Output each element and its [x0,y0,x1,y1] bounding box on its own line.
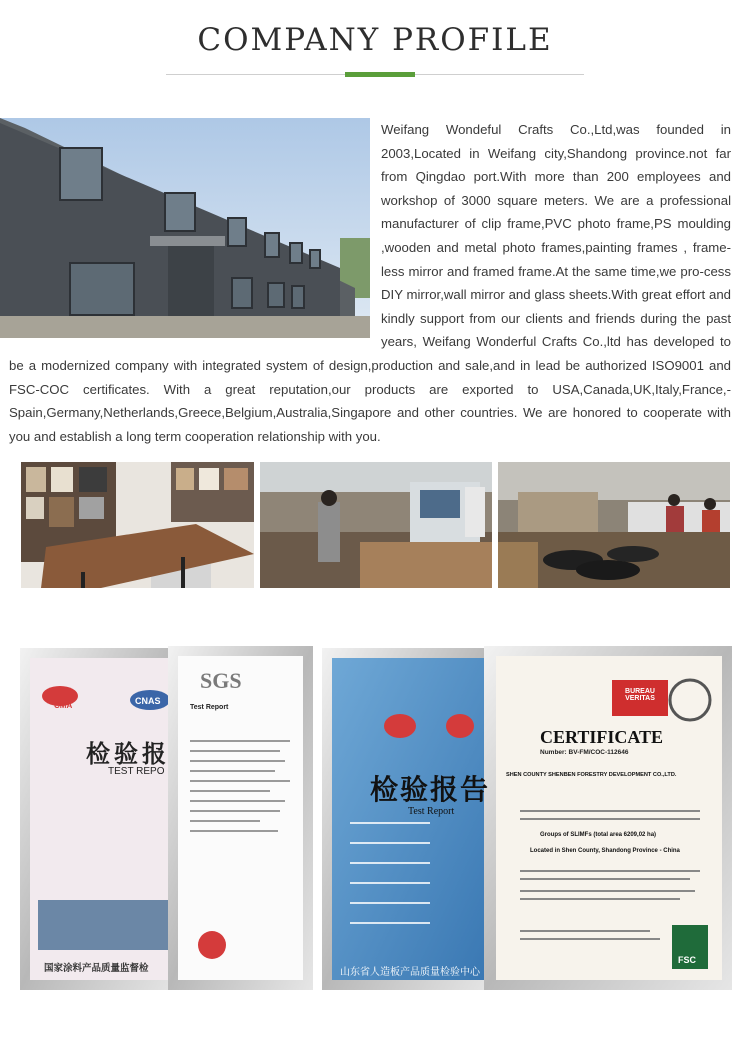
page-title: COMPANY PROFILE [197,22,553,58]
workshop-machine-photo [260,462,492,588]
bureau-veritas-fsc-certificate [484,646,732,990]
cert4-number: Number: BV-FM/COC-112646 [540,749,629,756]
cert3-subheading: Test Report [408,806,455,817]
cert1-subheading: TEST REPO [108,766,165,777]
intro-image-space [9,118,381,350]
shandong-test-report-certificate [322,648,494,990]
cert4-location: Located in Shen County, Shandong Province - China [530,848,680,854]
showroom-photo [21,462,254,588]
assembly-workshop-photo [498,462,730,588]
cert2-heading: Test Report [190,704,229,711]
title-accent-bar [345,72,415,77]
certificates-section [0,640,750,1000]
sgs-logo: SGS [200,668,242,693]
sgs-test-report-certificate [168,646,313,990]
cnas-mark: CNAS [135,696,161,706]
cma-mark: CMA [54,701,73,710]
cert3-heading: 检验报告 [370,773,491,806]
bureau-veritas-logo: BUREAU VERITAS [625,688,655,702]
cert4-groups: Groups of SLIMFs (total area 6209,02 ha) [540,832,657,838]
company-intro-text: Weifang Wondeful Crafts Co.,Ltd,was founded in 2003,Located in Weifang city,Shandong province.not far from Qingdao port.With more than 200 employees and workshop of 3000 square meters. We are a professional manufacturer of clip frame,PVC photo frame,PS moulding ,wooden and metal photo frames,painting frames , frame-less mirror and framed frame.At the same time,we pro-cess DIY mirror,wall mirror and glass sheets.With great effort and kindly support from our clients and friends during the past years, Weifang Wonderful Crafts Co.,ltd has developed to be a modernized company with integrated system of design,production and sale,and in lead be authorized ISO9001 and FSC-COC certificates. With a great reputation,our products are exported to USA,Canada,UK,Italy,France,-Spain,Germany,Netherlands,Greece,Belgium,Australia,Singapore and other countries. We are honored to cooperate with you and establish a long term cooperation relationship with you. [9,122,731,444]
cert4-company: SHEN COUNTY SHENBEN FORESTRY DEVELOPMENT CO.,LTD. [506,772,677,778]
cert1-issuer: 国家涂料产品质量监督检 [44,963,149,974]
cert4-heading: CERTIFICATE [540,727,664,747]
cert1-heading: 检验报 [86,740,170,768]
company-intro [9,118,731,448]
fsc-logo: FSC [678,955,696,965]
cert3-issuer: 山东省人造板产品质量检验中心 [340,967,480,978]
